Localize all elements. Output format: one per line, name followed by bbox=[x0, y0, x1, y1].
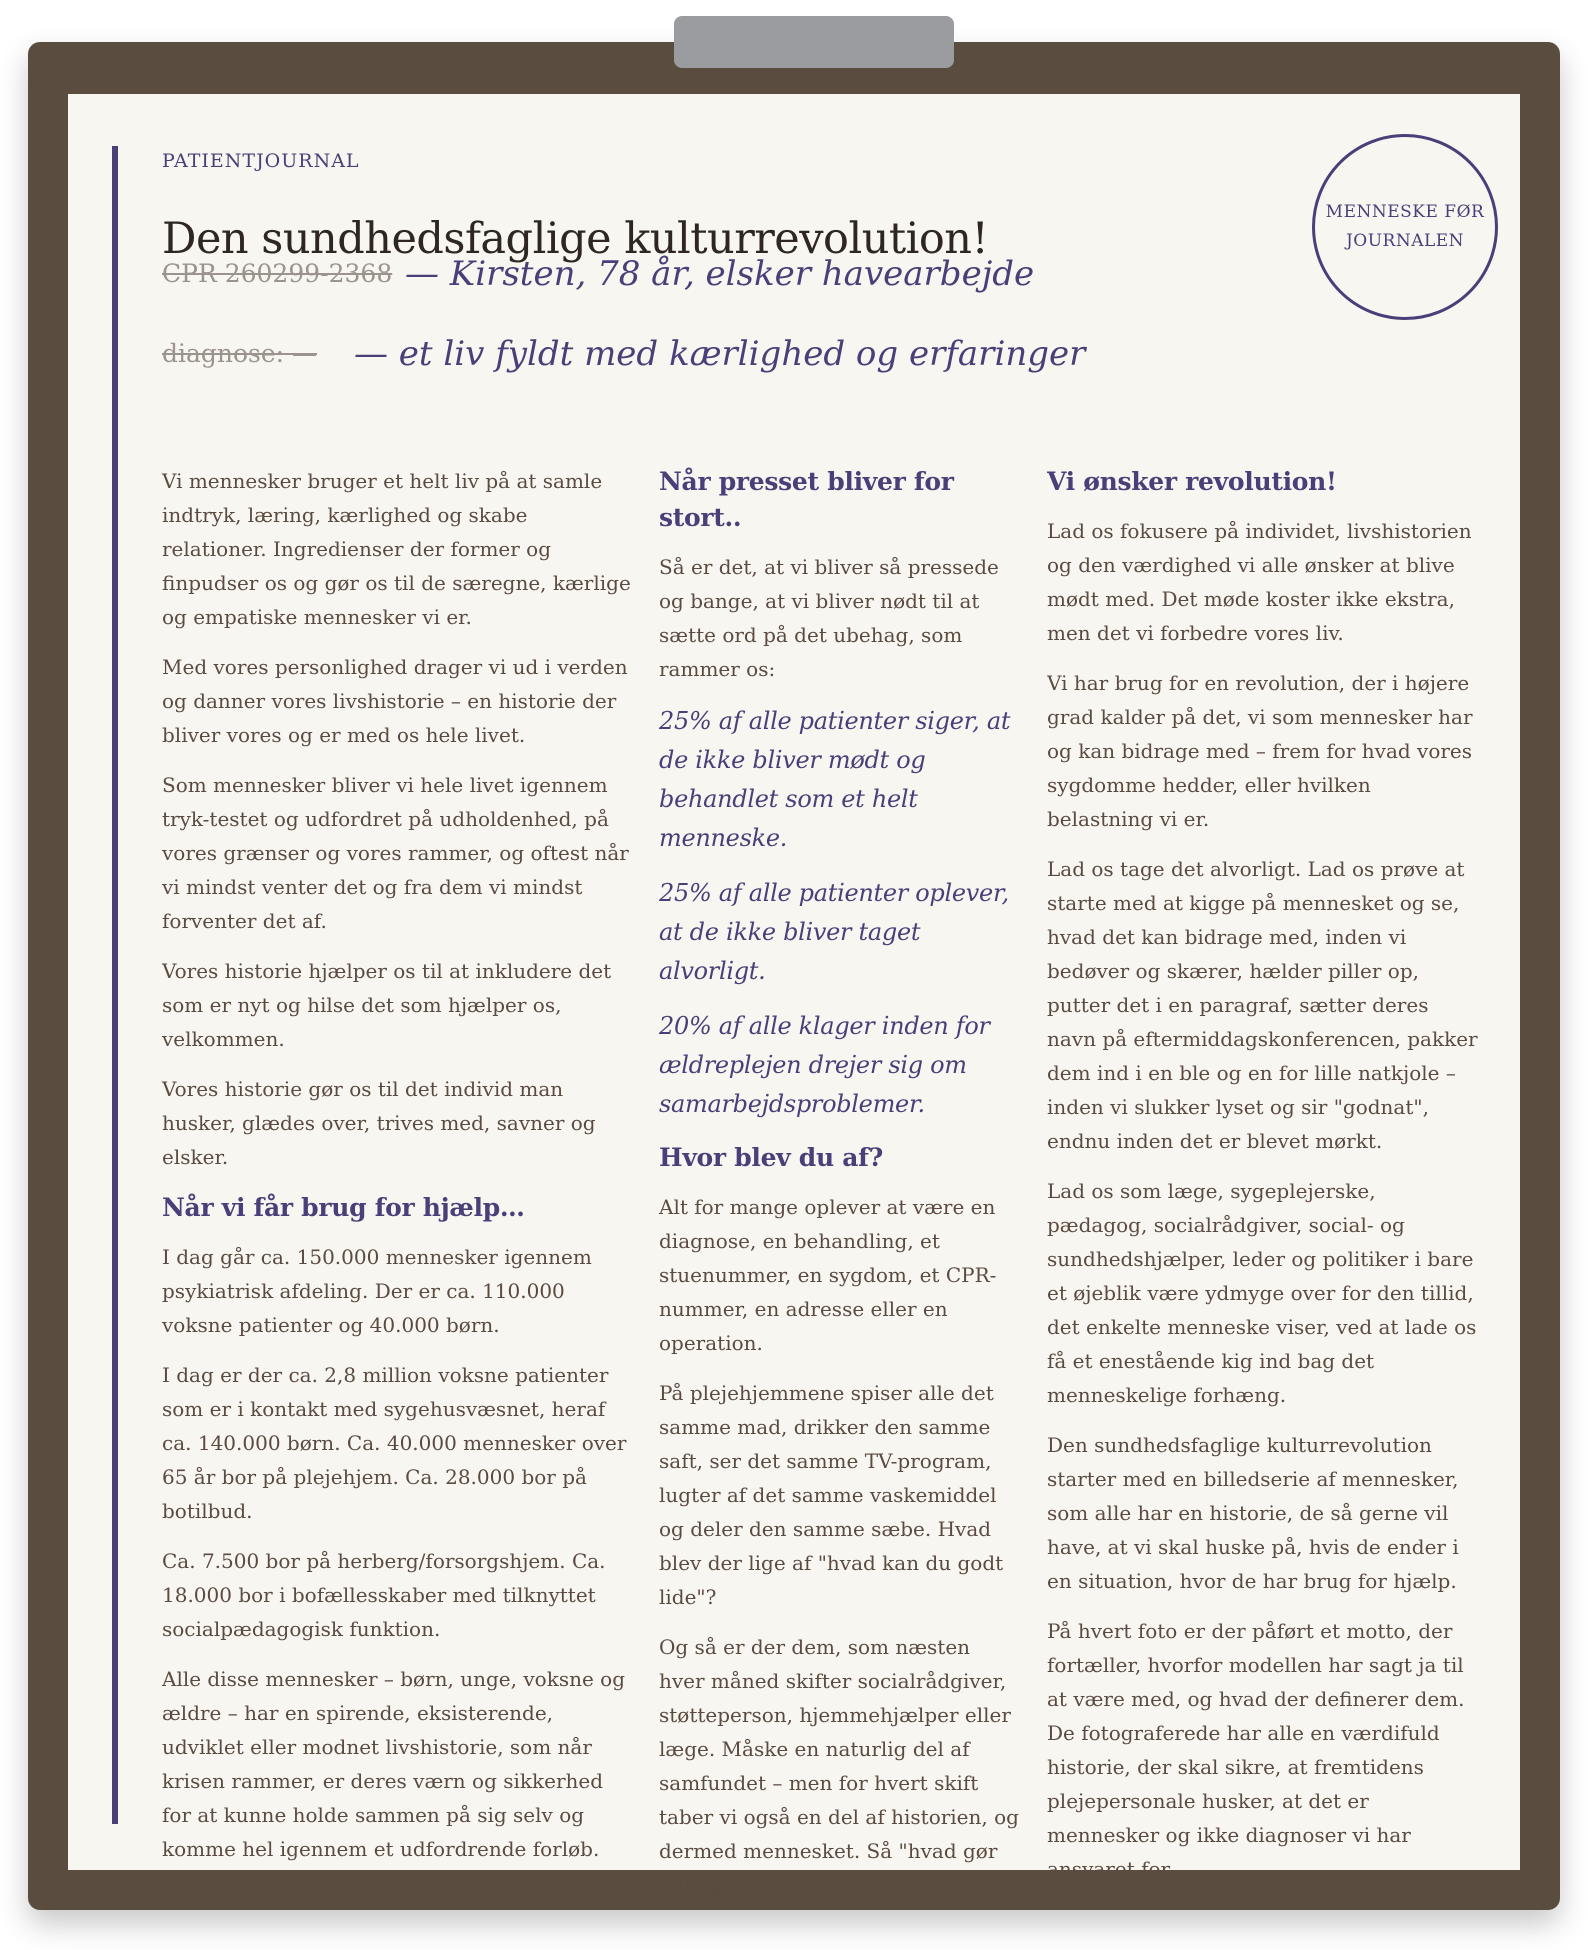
cpr-row bbox=[162, 244, 1035, 294]
paragraph: Vores historie gør os til det individ man husker, glædes over, trives med, savner og elsker. bbox=[162, 1077, 596, 1169]
column-1 bbox=[162, 464, 632, 1882]
section-heading: Når presset bliver for stort.. bbox=[659, 467, 954, 532]
column-3 bbox=[1047, 464, 1480, 1902]
paragraph: Vores historie hjælper os til at inkludere det som er nyt og hilse det som hjælper os, velkommen. bbox=[162, 959, 612, 1051]
column-2 bbox=[659, 464, 1019, 1918]
stamp-badge bbox=[1312, 134, 1498, 320]
paragraph: Som mennesker bliver vi hele livet igennem tryk-testet og udfordret på udholdenhed, på vores grænser og vores rammer, og oftest når vi mindst venter det og fra dem vi mindst forventer det af. bbox=[162, 773, 629, 933]
stamp-line1: MENNESKE FØR bbox=[1325, 202, 1485, 222]
paragraph: Og så er der dem, som næsten hver måned skifter socialrådgiver, støtteperson, hjemmehjælper eller læge. Måske en naturlig del af samfundet – men for hvert skift taber vi også en del af historien, og dermed mennesket. Så "hvad gør det egentligt ved dig"? bbox=[659, 1635, 1019, 1897]
paragraph: Vi mennesker bruger et helt liv på at samle indtryk, læring, kærlighed og skabe relationer. Ingredienser der former og finpudser os og gør os til de særegne, kærlige og empatiske mennesker vi er. bbox=[162, 469, 631, 629]
statistic-quote: 25% af alle patienter oplever, at de ikke bliver taget alvorligt. bbox=[659, 879, 1009, 985]
section-heading: Når vi får brug for hjælp… bbox=[162, 1193, 525, 1222]
paragraph: Lad os fokusere på individet, livshistorien og den værdighed vi alle ønsker at blive mødt med. Det møde koster ikke ekstra, men det vi forbedre vores liv. bbox=[1047, 519, 1472, 645]
person-line: — Kirsten, 78 år, elsker havearbejde bbox=[405, 254, 1035, 294]
diagnosis-struck: diagnose: — bbox=[162, 339, 318, 368]
paragraph: Vi har brug for en revolution, der i højere grad kalder på det, vi som mennesker har og kan bidrage med – frem for hvad vores sygdomme hedder, eller hvilken belastning vi er. bbox=[1047, 671, 1473, 831]
paragraph: Så er det, at vi bliver så pressede og bange, at vi bliver nødt til at sætte ord på det ubehag, som rammer os: bbox=[659, 555, 999, 681]
journal-sheet bbox=[68, 94, 1520, 1897]
paragraph: På hvert foto er der påført et motto, der fortæller, hvorfor modellen har sagt ja til at være med, og hvad der definerer dem. De fotograferede har alle en værdifuld historie, der skal sikre, at fremtidens plejepersonale husker, at det er mennesker og ikke diagnoser vi har ansvaret for. bbox=[1047, 1619, 1465, 1881]
paragraph: Ca. 7.500 bor på herberg/forsorgshjem. Ca. 18.000 bor i bofællesskaber med tilknyttet socialpædagogisk funktion. bbox=[162, 1549, 606, 1641]
statistic-quote: 20% af alle klager inden for ældreplejen drejer sig om samarbejdsproblemer. bbox=[659, 1012, 990, 1118]
paragraph: Den sundhedsfaglige kulturrevolution starter med en billedserie af mennesker, som alle har en historie, de så gerne vil have, at vi skal huske på, hvis de ender i en situation, hvor de har brug for hjælp. bbox=[1047, 1433, 1459, 1593]
kicker: PATIENTJOURNAL bbox=[162, 150, 360, 172]
statistic-quote: 25% af alle patienter siger, at de ikke bliver mødt og behandlet som et helt menneske. bbox=[659, 707, 1011, 852]
paragraph: Alle disse mennesker – børn, unge, voksne og ældre – har en spirende, eksisterende, udviklet eller modnet livshistorie, som når krisen rammer, er deres værn og sikkerhed for at kunne holde sammen på sig selv og komme hel igennem et udfordrende forløb. bbox=[162, 1667, 625, 1861]
paragraph: Alt for mange oplever at være en diagnose, en behandling, et stuenummer, en sygdom, et CPR-nummer, en adresse eller en operation. bbox=[659, 1195, 997, 1355]
section-heading: Vi ønsker revolution! bbox=[1047, 467, 1337, 496]
paragraph: I dag går ca. 150.000 mennesker igennem psykiatrisk afdeling. Der er ca. 110.000 voksne patienter og 40.000 børn. bbox=[162, 1245, 592, 1337]
paragraph: På plejehjemmene spiser alle det samme mad, drikker den samme saft, ser det samme TV-program, lugter af det samme vaskemiddel og deler den samme sæbe. Hvad blev der lige af "hvad kan du godt lide"? bbox=[659, 1381, 1004, 1609]
accent-rule bbox=[112, 146, 118, 1824]
clipboard-clip bbox=[674, 16, 954, 68]
page-title: Den sundhedsfaglige kulturrevolution! bbox=[162, 214, 989, 264]
diagnosis-row bbox=[162, 324, 1086, 374]
section-heading: Hvor blev du af? bbox=[659, 1143, 883, 1172]
stamp-line2: JOURNALEN bbox=[1345, 231, 1465, 251]
cpr-struck: CPR 260299-2368 bbox=[162, 259, 393, 288]
paragraph: Lad os tage det alvorligt. Lad os prøve at starte med at kigge på mennesket og se, hvad det kan bidrage med, inden vi bedøver og skærer, hælder piller op, putter det i en paragraf, sætter deres navn på eftermiddagskonferencen, pakker dem ind i en ble og en for lille natkjole – inden vi slukker lyset og sir "godnat", endnu inden det er blevet mørkt. bbox=[1047, 857, 1478, 1153]
paragraph: Med vores personlighed drager vi ud i verden og danner vores livshistorie – en historie der bliver vores og er med os hele livet. bbox=[162, 655, 628, 747]
paragraph: I dag er der ca. 2,8 million voksne patienter som er i kontakt med sygehusvæsnet, heraf ca. 140.000 børn. Ca. 40.000 mennesker over 65 år bor på plejehjem. Ca. 28.000 bor på botilbud. bbox=[162, 1363, 627, 1523]
life-line: — et liv fyldt med kærlighed og erfaringer bbox=[354, 334, 1086, 374]
paragraph: Lad os som læge, sygeplejerske, pædagog, socialrådgiver, social- og sundhedshjælper, leder og politiker i bare et øjeblik være ydmyge over for den tillid, det enkelte menneske viser, ved at lade os få et enestående kig ind bag det menneskelige forhæng. bbox=[1047, 1179, 1477, 1407]
